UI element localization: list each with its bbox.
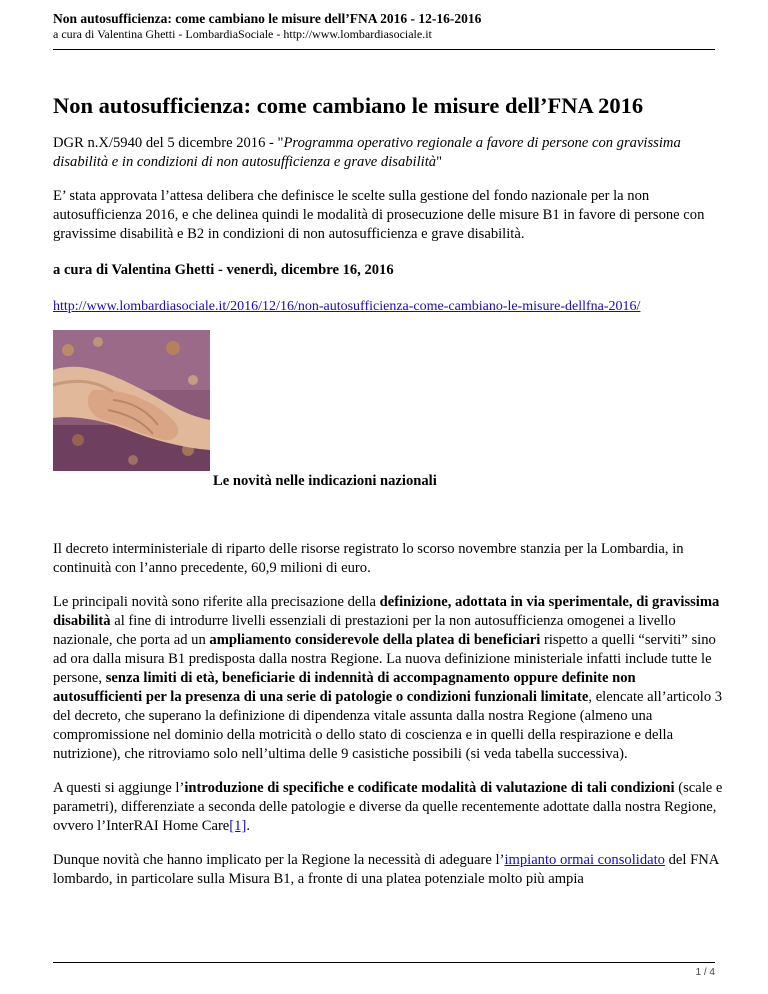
text-run: Dunque novità che hanno implicato per la Regione la necessità di adeguare l’ [53, 852, 505, 868]
text-run: del FNA lombardo, in particolare sulla Misura B1, a fronte di una platea potenziale molto più ampia [53, 852, 719, 887]
dgr-title: Programma operativo regionale a favore di persone con gravissima disabilità e in condizioni di non autosufficienza e grave disabilità [53, 135, 681, 170]
page-number: 1 / 4 [695, 967, 715, 978]
paragraph-novelties [53, 593, 723, 764]
hands-photo [53, 330, 210, 471]
text-run: rispetto a quelli “serviti” sino ad ora dalla misura B1 predisposta dalla nostra Regione. La nuova definizione ministeriale infatti include tutte le persone, [53, 632, 716, 686]
section-heading: Le novità nelle indicazioni nazionali [213, 473, 437, 489]
header-subtitle: a cura di Valentina Ghetti - LombardiaSociale - http://www.lombardiasociale.it [53, 27, 432, 41]
consolidated-system-link[interactable]: impianto ormai consolidato [504, 852, 665, 868]
header-divider [53, 49, 715, 50]
bold-run: ampliamento considerevole della platea di beneficiari [209, 632, 541, 648]
figure-row [53, 330, 723, 490]
paragraph-evaluation [53, 779, 723, 836]
paragraph-conclusion [53, 851, 723, 889]
bold-run: senza limiti di età, beneficiarie di indennità di accompagnamento oppure definite non autosufficienti per la presenza di una serie di patologie o condizioni funzionali limitate [53, 670, 636, 705]
footer-divider [53, 962, 715, 963]
text-run: A questi si aggiunge l’ [53, 780, 185, 796]
dgr-prefix: DGR n.X/5940 del 5 dicembre 2016 - " [53, 135, 284, 151]
text-run: Le principali novità sono riferite alla precisazione della [53, 594, 380, 610]
bold-run: introduzione di specifiche e codificate modalità di valutazione di tali condizioni [184, 780, 675, 796]
paragraph-funding: Il decreto interministeriale di riparto delle risorse registrato lo scorso novembre stanzia per la Lombardia, in continuità con l’anno precedente, 60,9 milioni di euro. [53, 541, 684, 576]
intro-paragraph: E’ stata approvata l’attesa delibera che definisce le scelte sulla gestione del fondo nazionale per la non autosufficienza 2016, e che delinea quindi le modalità di prosecuzione delle misure B1 in favore di persone con gravissime disabilità e B2 in condizioni di non autosufficienza e grave disabilità. [53, 188, 705, 242]
text-run: . [246, 818, 250, 834]
page-header [53, 10, 715, 42]
text-run: al fine di introdurre livelli essenziali di prestazioni per la non autosufficienza omogenei a livello nazionale, che porta ad un [53, 613, 676, 648]
byline: a cura di Valentina Ghetti - venerdì, dicembre 16, 2016 [53, 262, 394, 278]
header-title: Non autosufficienza: come cambiano le misure dell’FNA 2016 - 12-16-2016 [53, 11, 482, 26]
dgr-suffix: " [436, 154, 443, 170]
dgr-reference [53, 134, 723, 172]
article-url-link[interactable]: http://www.lombardiasociale.it/2016/12/16/non-autosufficienza-come-cambiano-le-misure-dellfna-2016/ [53, 299, 641, 314]
text-run: , elencate all’articolo 3 del decreto, che superano la definizione di dipendenza vitale assunta dalla nostra Regione (almeno una compromissione nel dominio della motricità o dello stato di coscienza e in quelli della respirazione e della nutrizione), che ritroviamo solo nell’ultima delle 9 casistiche possibili (si veda tabella successiva). [53, 689, 723, 762]
text-run: (scale e parametri), differenziate a seconda delle patologie e diverse da quelle recentemente adottate dalla nostra Regione, ovvero l’InterRAI Home Care [53, 780, 723, 834]
article-body [53, 92, 723, 889]
footnote-link[interactable]: [1] [229, 818, 247, 834]
article-title: Non autosufficienza: come cambiano le misure dell’FNA 2016 [53, 93, 644, 118]
bold-run: definizione, adottata in via sperimentale, di gravissima disabilità [53, 594, 720, 629]
